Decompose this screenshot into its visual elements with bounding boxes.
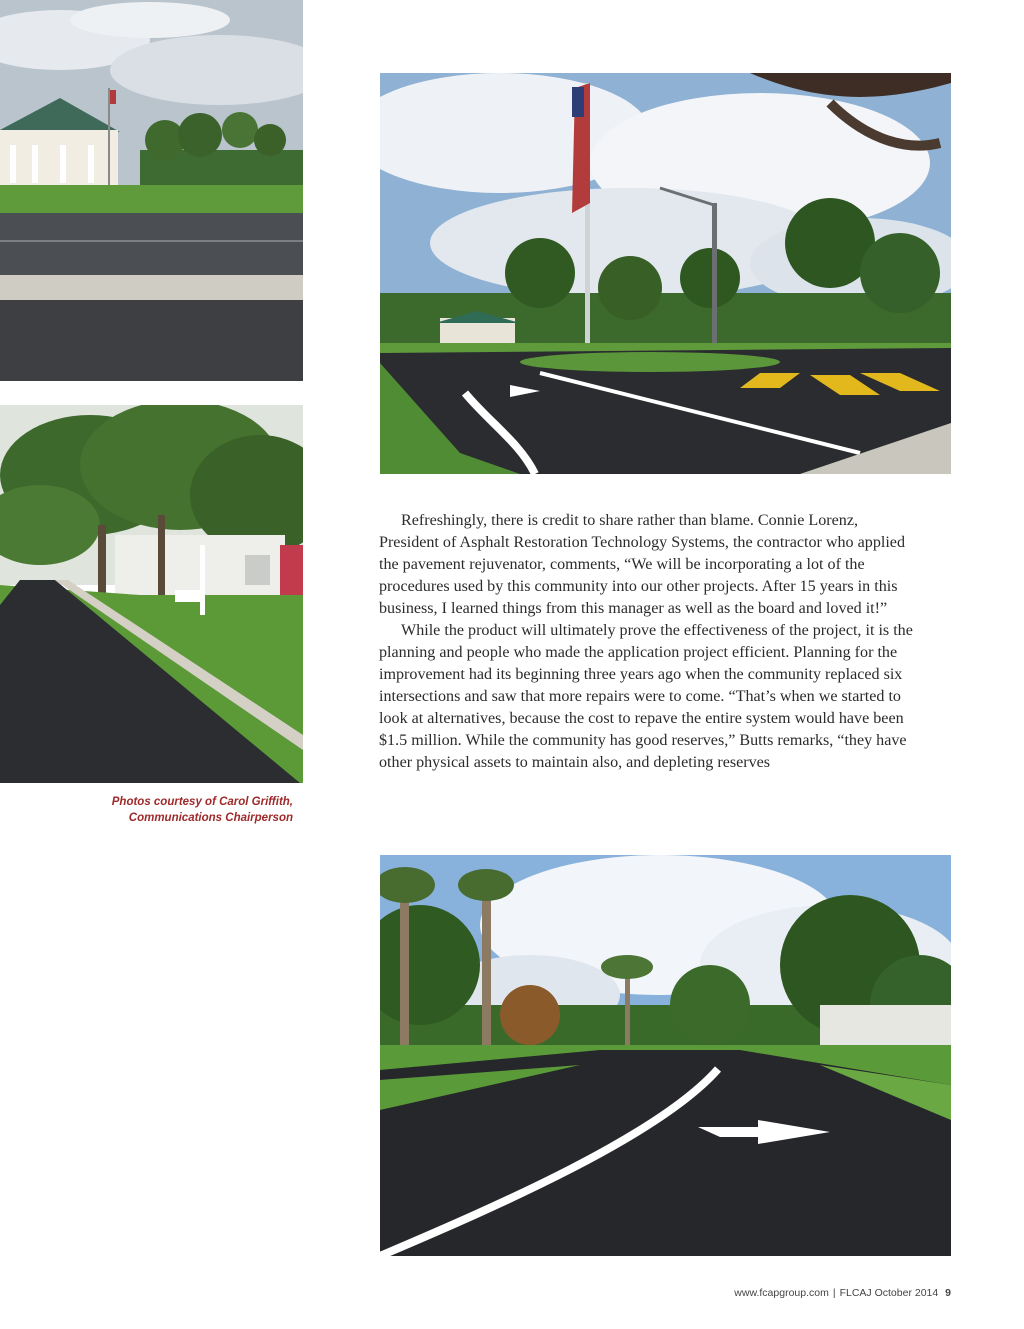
page-footer xyxy=(734,1287,951,1299)
footer-page-number: 9 xyxy=(945,1287,951,1299)
article-body xyxy=(379,510,916,774)
curved-road-arrow-photo xyxy=(380,855,951,1256)
footer-website: www.fcapgroup.com xyxy=(734,1287,829,1299)
footer-separator: | xyxy=(832,1287,836,1299)
entrance-flagpole-intersection-photo xyxy=(380,73,951,474)
residential-street-photo xyxy=(0,405,303,783)
caption-line-1: Photos courtesy of Carol Griffith, xyxy=(111,796,293,808)
footer-publication: FLCAJ xyxy=(839,1287,872,1299)
article-paragraph-1: Refreshingly, there is credit to share rather than blame. Connie Lorenz, President of Asphalt Restoration Technology Systems, the contractor who applied the pavement rejuvenator, comments, “We will be incorporating a lot of the procedures used by this community into our other projects. After 15 years in this business, I learned things from this manager as well as the board and loved it!” xyxy=(379,512,906,617)
photo-credit-caption xyxy=(60,794,293,826)
article-paragraph-2: While the product will ultimately prove the effectiveness of the project, it is the planning and people who made the application project efficient. Planning for the improvement had its beginning three years ago when the community replaced six intersections and saw that more repairs were to come. “That’s when we started to look at alternatives, because the cost to repave the entire system would have been $1.5 million. While the community has good reserves,” Butts remarks, “they have other physical assets to maintain also, and depleting reserves xyxy=(379,622,913,771)
clubhouse-road-photo xyxy=(0,0,303,381)
footer-issue-date: October 2014 xyxy=(874,1287,939,1299)
caption-line-2: Communications Chairperson xyxy=(128,812,293,824)
